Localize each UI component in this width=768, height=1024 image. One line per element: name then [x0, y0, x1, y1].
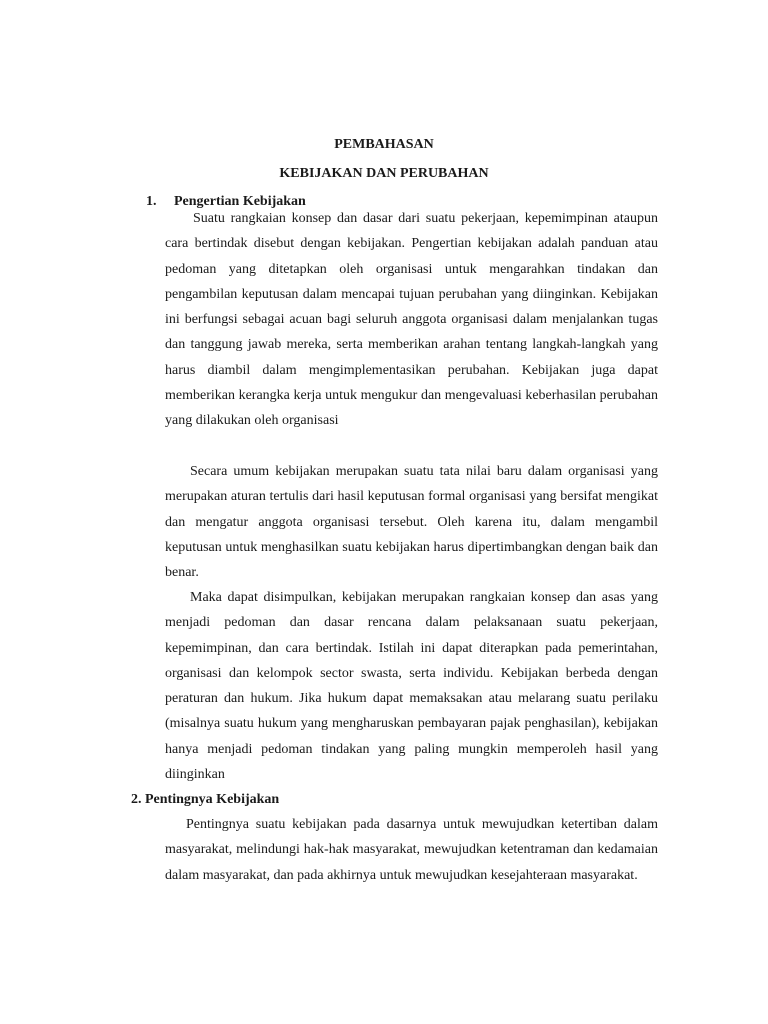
page-subtitle: KEBIJAKAN DAN PERUBAHAN	[279, 166, 489, 181]
section-1-paragraph-2: Secara umum kebijakan merupakan suatu tata nilai baru dalam organisasi yang merupakan aturan tertulis dari hasil keputusan formal organisasi yang bersifat mengikat dan mengatur anggota organisasi tersebut. Oleh karena itu, dalam mengambil keputusan untuk menghasilkan suatu kebijakan harus dipertimbangkan dengan baik dan benar.	[165, 464, 658, 581]
section-1-paragraph-1: Suatu rangkaian konsep dan dasar dari suatu pekerjaan, kepemimpinan ataupun cara bertindak disebut dengan kebijakan. Pengertian kebijakan adalah panduan atau pedoman yang ditetapkan oleh organisasi untuk mengarahkan tindakan dan pengambilan keputusan dalam mencapai tujuan perubahan yang diinginkan. Kebijakan ini berfungsi sebagai acuan bagi seluruh anggota organisasi dalam menjalankan tugas dan tanggung jawab mereka, serta memberikan arahan tentang langkah-langkah yang harus diambil dalam mengimplementasikan perubahan. Kebijakan juga dapat memberikan kerangka kerja untuk mengukur dan mengevaluasi keberhasilan perubahan yang dilakukan oleh organisasi	[165, 211, 658, 429]
page-title: PEMBAHASAN	[334, 137, 434, 152]
section-1-number: 1.	[146, 194, 157, 209]
section-1-title: Pengertian Kebijakan	[174, 194, 306, 209]
section-1-paragraph-3: Maka dapat disimpulkan, kebijakan merupakan rangkaian konsep dan asas yang menjadi pedoman dan dasar rencana dalam pelaksanaan suatu pekerjaan, kepemimpinan, dan cara bertindak. Istilah ini dapat diterapkan pada pemerintahan, organisasi dan kelompok sector swasta, serta individu. Kebijakan berbeda dengan peraturan dan hukum. Jika hukum dapat memaksakan atau melarang suatu perilaku (misalnya suatu hukum yang mengharuskan pembayaran pajak penghasilan), kebijakan hanya menjadi pedoman tindakan yang paling mungkin memperoleh hasil yang diinginkan	[165, 590, 658, 783]
section-2-paragraph-1: Pentingnya suatu kebijakan pada dasarnya untuk mewujudkan ketertiban dalam masyarakat, melindungi hak-hak masyarakat, mewujudkan ketentraman dan kedamaian dalam masyarakat, dan pada akhirnya untuk mewujudkan kesejahteraan masyarakat.	[165, 817, 658, 883]
section-2-heading: 2. Pentingnya Kebijakan	[131, 792, 280, 807]
